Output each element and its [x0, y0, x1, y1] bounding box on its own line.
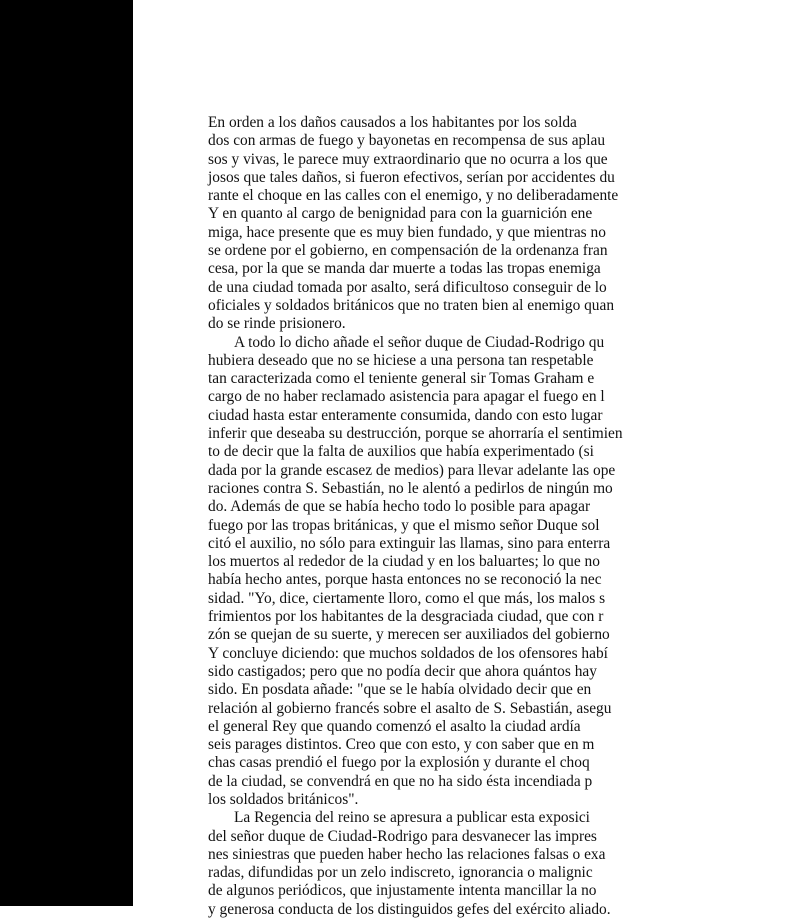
- text-line: josos que tales daños, si fueron efectivos, serían por accidentes du: [208, 168, 615, 186]
- text-line: tan caracterizada como el teniente general sir Tomas Graham e: [208, 370, 595, 388]
- text-line: nes siniestras que pueden haber hecho las relaciones falsas o exa: [208, 845, 606, 863]
- text-line: sido. En posdata añade: "que se le había olvidado decir que en: [208, 681, 592, 699]
- text-line: frimientos por los habitantes de la desgraciada ciudad, que con r: [208, 608, 604, 626]
- text-line: de una ciudad tomada por asalto, será dificultoso conseguir de lo: [208, 278, 607, 296]
- text-line: de algunos periódicos, que injustamente intenta mancillar la no: [208, 882, 597, 900]
- text-line: inferir que deseaba su destrucción, porque se ahorraría el sentimien: [208, 425, 623, 443]
- text-line: dada por la grande escasez de medios) para llevar adelante las ope: [208, 461, 616, 479]
- text-line: Y concluye diciendo: que muchos soldados de los ofensores habí: [208, 644, 608, 662]
- body-text: [208, 114, 808, 919]
- text-line: chas casas prendió el fuego por la explosión y durante el choq: [208, 754, 590, 772]
- text-line: oficiales y soldados británicos que no traten bien al enemigo quan: [208, 296, 615, 314]
- text-line: los muertos al rededor de la ciudad y en los baluartes; lo que no: [208, 553, 600, 571]
- text-line: A todo lo dicho añade el señor duque de Ciudad-Rodrigo qu: [234, 333, 605, 351]
- text-line: do. Además de que se había hecho todo lo posible para apagar: [208, 498, 591, 516]
- text-line: de la ciudad, se convendrá en que no ha sido ésta incendiada p: [208, 772, 593, 790]
- text-line: sos y vivas, le parece muy extraordinario que no ocurra a los que: [208, 150, 608, 168]
- text-line: cesa, por la que se manda dar muerte a todas las tropas enemiga: [208, 260, 601, 278]
- paragraph: [208, 809, 808, 919]
- text-line: ciudad hasta estar enteramente consumida, dando con esto lugar: [208, 406, 603, 424]
- text-line: sidad. "Yo, dice, ciertamente lloro, como el que más, los malos s: [208, 589, 606, 607]
- text-line: relación al gobierno francés sobre el asalto de S. Sebastián, asegu: [208, 699, 612, 717]
- text-line: seis parages distintos. Creo que con esto, y con saber que en m: [208, 736, 595, 754]
- text-line: el general Rey que quando comenzó el asalto la ciudad ardía: [208, 717, 581, 735]
- text-line: zón se quejan de su suerte, y merecen ser auxiliados del gobierno: [208, 626, 610, 644]
- text-line: hubiera deseado que no se hiciese a una persona tan respetable: [208, 351, 594, 369]
- text-line: sido castigados; pero que no podía decir que ahora quántos hay: [208, 662, 597, 680]
- text-line: Y en quanto al cargo de benignidad para con la guarnición ene: [208, 205, 593, 223]
- paragraph: [208, 334, 808, 810]
- text-line: miga, hace presente que es muy bien fundado, y que mientras no: [208, 223, 606, 241]
- text-line: do se rinde prisionero.: [208, 315, 346, 333]
- text-line: dos con armas de fuego y bayonetas en recompensa de sus aplau: [208, 132, 606, 150]
- text-line: había hecho antes, porque hasta entonces no se reconoció la nec: [208, 571, 602, 589]
- text-line: fuego por las tropas británicas, y que el mismo señor Duque sol: [208, 516, 600, 534]
- text-line: los soldados británicos".: [208, 790, 359, 808]
- scan-binding-edge: [0, 0, 133, 906]
- text-line: del señor duque de Ciudad-Rodrigo para desvanecer las impres: [208, 827, 597, 845]
- text-line: citó el auxilio, no sólo para extinguir las llamas, sino para enterra: [208, 534, 611, 552]
- text-line: En orden a los daños causados a los habitantes por los solda: [208, 114, 577, 131]
- text-line: rante el choque en las calles con el enemigo, y no deliberadamente: [208, 187, 619, 205]
- text-line: y generosa conducta de los distinguidos gefes del exército aliado.: [208, 900, 611, 918]
- paragraph: [208, 114, 808, 334]
- text-line: La Regencia del reino se apresura a publicar esta exposici: [234, 809, 590, 827]
- text-line: se ordene por el gobierno, en compensación de la ordenanza fran: [208, 242, 608, 260]
- text-line: radas, difundidas por un zelo indiscreto, ignorancia o malignic: [208, 864, 593, 882]
- text-line: raciones contra S. Sebastián, no le alentó a pedirlos de ningún mo: [208, 479, 613, 497]
- text-line: to de decir que la falta de auxilios que había experimentado (si: [208, 443, 594, 461]
- text-line: cargo de no haber reclamado asistencia para apagar el fuego en l: [208, 388, 605, 406]
